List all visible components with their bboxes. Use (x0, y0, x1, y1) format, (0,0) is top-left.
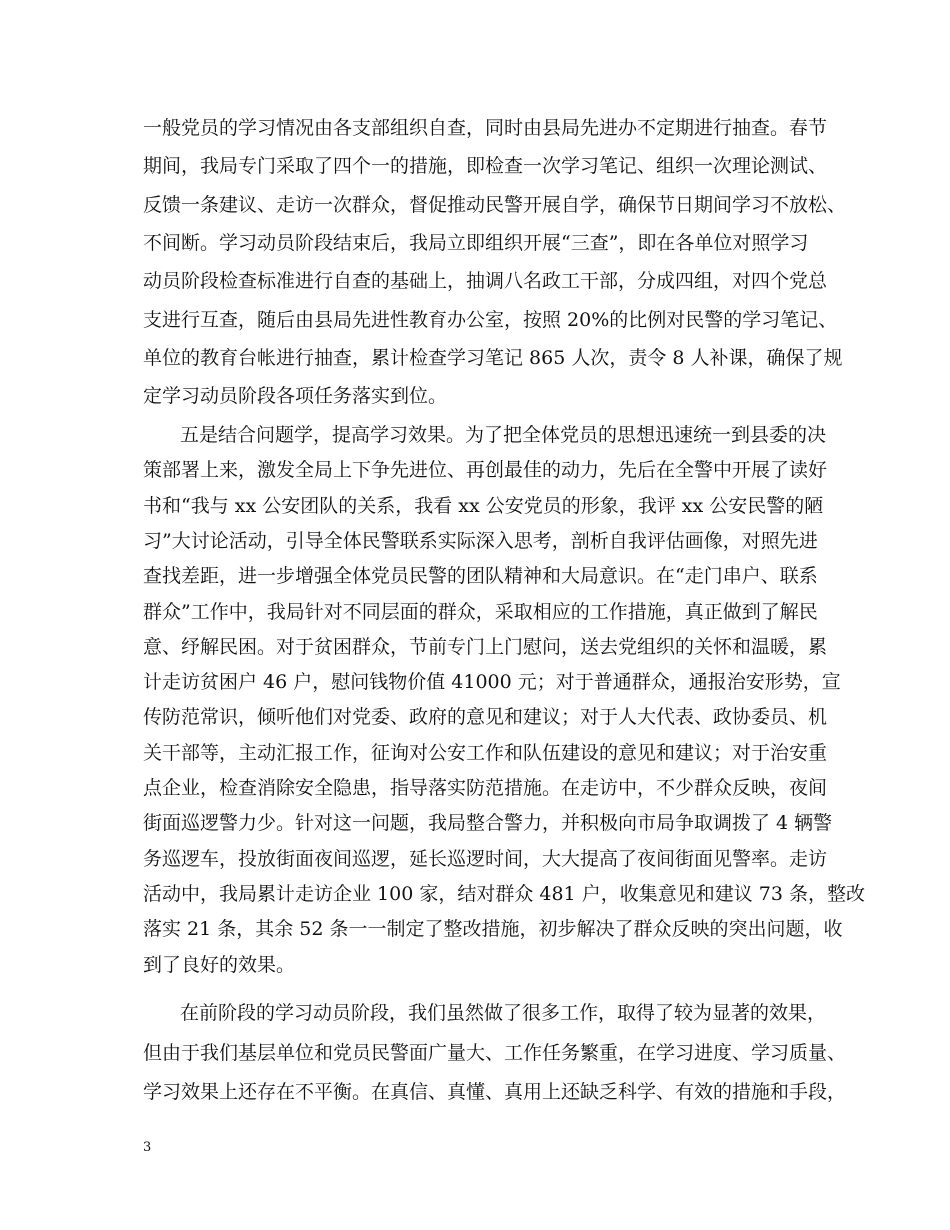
page-number: 3 (143, 1140, 152, 1155)
text-line: 习”大讨论活动，引导全体民警联系实际深入思考，剖析自我评估画像，对照先进 (143, 530, 818, 552)
text-line: 单位的教育台帐进行抽查，累计检查学习笔记 865 人次，责令 8 人补课，确保了规 (143, 347, 843, 369)
text-line: 计走访贫困户 46 户，慰问钱物价值 41000 元；对于普通群众，通报治安形势，宣 (143, 671, 841, 693)
text-line: 动员阶段检查标准进行自查的基础上，抽调八名政工干部，分成四组，对四个党总 (143, 270, 828, 292)
text-line: 点企业，检查消除安全隐患，指导落实防范措施。在走访中，不少群众反映，夜间 (143, 777, 828, 799)
text-line: 反馈一条建议、走访一次群众，督促推动民警开展自学，确保节日期间学习不放松、 (143, 194, 847, 216)
text-line: 学习效果上还存在不平衡。在真信、真懂、真用上还缺乏科学、有效的措施和手段， (143, 1081, 847, 1103)
text-line: 定学习动员阶段各项任务落实到位。 (143, 385, 448, 407)
text-line: 传防范常识，倾听他们对党委、政府的意见和建议；对于人大代表、政协委员、机 (143, 706, 828, 728)
text-line: 街面巡逻警力少。针对这一问题，我局整合警力，并积极向市局争取调拨了 4 辆警 (143, 812, 833, 834)
text-line: 关干部等，主动汇报工作，征询对公安工作和队伍建设的意见和建议；对于治安重 (143, 742, 828, 764)
text-line: 策部署上来，激发全局上下争先进位、再创最佳的动力，先后在全警中开展了读好 (143, 459, 828, 481)
text-line: 落实 21 条，其余 52 条一一制定了整改措施，初步解决了群众反映的突出问题，收 (143, 918, 843, 940)
text-line: 期间，我局专门采取了四个一的措施，即检查一次学习笔记、组织一次理论测试、 (143, 155, 828, 177)
paragraph-first-line: 五是结合问题学，提高学习效果。为了把全体党员的思想迅速统一到县委的决 (180, 424, 827, 446)
text-line: 支进行互查，随后由县局先进性教育办公室，按照 20%的比例对民警的学习笔记、 (143, 309, 838, 331)
text-line: 活动中，我局累计走访企业 100 家，结对群众 481 户，收集意见和建议 73 条，整改 (143, 883, 865, 905)
text-line: 群众”工作中，我局针对不同层面的群众，采取相应的工作措施，真正做到了解民 (143, 601, 818, 623)
text-line: 不间断。学习动员阶段结束后，我局立即组织开展“三查”，即在各单位对照学习 (143, 232, 809, 254)
text-line: 务巡逻车，投放街面夜间巡逻，延长巡逻时间，大大提高了夜间街面见警率。走访 (143, 848, 828, 870)
paragraph-first-line: 在前阶段的学习动员阶段，我们虽然做了很多工作，取得了较为显著的效果， (180, 1002, 827, 1024)
text-line: 意、纾解民困。对于贫困群众，节前专门上门慰问，送去党组织的关怀和温暖，累 (143, 636, 828, 658)
text-line: 一般党员的学习情况由各支部组织自查，同时由县局先进办不定期进行抽查。春节 (143, 117, 828, 139)
text-line: 书和“我与 xx 公安团队的关系，我看 xx 公安党员的形象，我评 xx 公安民警的陋 (143, 495, 824, 517)
text-line: 到了良好的效果。 (143, 954, 296, 976)
text-line: 但由于我们基层单位和党员民警面广量大、工作任务繁重，在学习进度、学习质量、 (143, 1042, 847, 1064)
text-line: 查找差距，进一步增强全体党员民警的团队精神和大局意识。在“走门串户、联系 (143, 565, 818, 587)
